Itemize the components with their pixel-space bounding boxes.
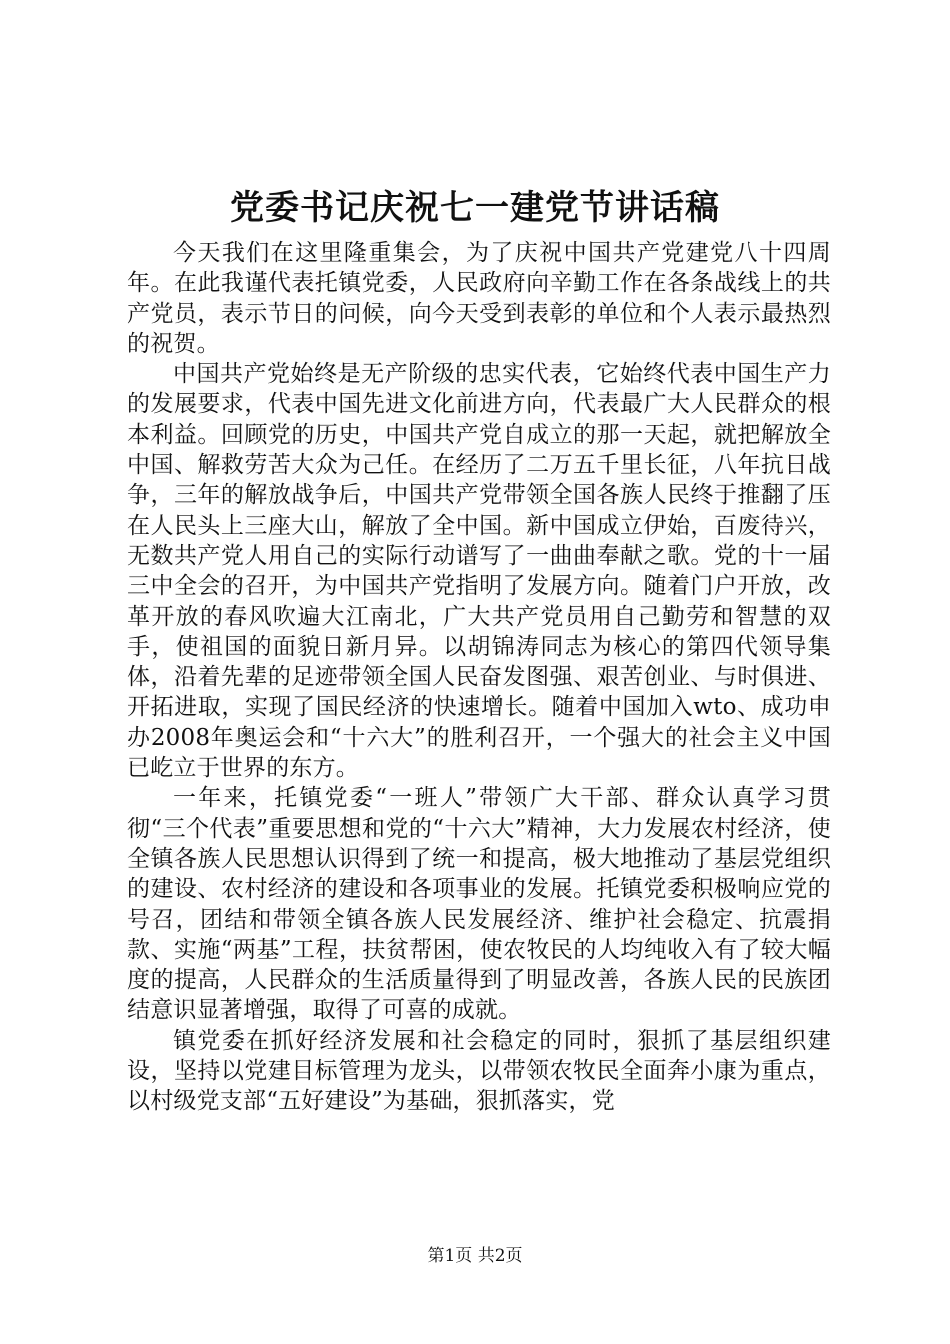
paragraph-3: 一年来，托镇党委“一班人”带领广大干部、群众认真学习贯彻“三个代表”重要思想和党的“十六大”精神，大力发展农村经济，使全镇各族人民思想认识得到了统一和提高，极大地推动了基层党组织的建设、农村经济的建设和各项事业的发展。托镇党委积极响应党的号召，团结和带领全镇各族人民发展经济、维护社会稳定、抗震捐款、实施“两基”工程，扶贫帮困，使农牧民的人均纯收入有了较大幅度的提高，人民群众的生活质量得到了明显改善，各族人民的民族团结意识显著增强，取得了可喜的成就。 xyxy=(127,785,831,1024)
paragraph-4: 镇党委在抓好经济发展和社会稳定的同时，狠抓了基层组织建设，坚持以党建目标管理为龙头，以带领农牧民全面奔小康为重点，以村级党支部“五好建设”为基础，狠抓落实，党 xyxy=(127,1027,831,1115)
paragraph-1: 今天我们在这里隆重集会，为了庆祝中国共产党建党八十四周年。在此我谨代表托镇党委，人民政府向辛勤工作在各条战线上的共产党员，表示节日的问候，向今天受到表彰的单位和个人表示最热烈的祝贺。 xyxy=(127,240,831,357)
document-title: 党委书记庆祝七一建党节讲话稿 xyxy=(230,188,720,228)
document-body xyxy=(127,238,831,1117)
paragraph-2: 中国共产党始终是无产阶级的忠实代表，它始终代表中国生产力的发展要求，代表中国先进文化前进方向，代表最广大人民群众的根本利益。回顾党的历史，中国共产党自成立的那一天起，就把解放全中国、解救劳苦大众为己任。在经历了二万五千里长征，八年抗日战争，三年的解放战争后，中国共产党带领全国各族人民终于推翻了压在人民头上三座大山，解放了全中国。新中国成立伊始，百废待兴，无数共产党人用自己的实际行动谱写了一曲曲奉献之歌。党的十一届三中全会的召开，为中国共产党指明了发展方向。随着门户开放，改革开放的春风吹遍大江南北，广大共产党员用自己勤劳和智慧的双手，使祖国的面貌日新月异。以胡锦涛同志为核心的第四代领导集体，沿着先辈的足迹带领全国人民奋发图强、艰苦创业、与时俱进、开拓进取，实现了国民经济的快速增长。随着中国加入wto、成功申办2008年奥运会和“十六大”的胜利召开，一个强大的社会主义中国已屹立于世界的东方。 xyxy=(127,361,831,782)
page-number-footer: 第1页 共2页 xyxy=(427,1246,523,1266)
